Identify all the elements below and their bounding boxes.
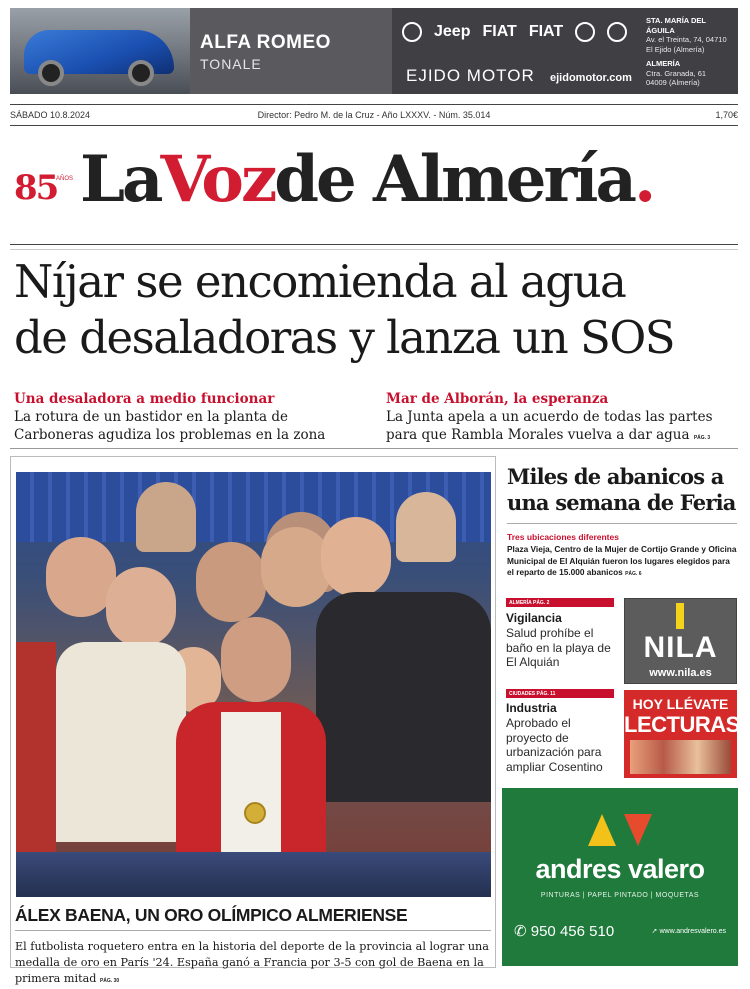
headline-line: Níjar se encomienda al agua (14, 255, 626, 308)
issue-date: SÁBADO 10.8.2024 (10, 110, 91, 120)
citroen-logo-icon (607, 22, 627, 42)
lecturas-promo: HOY LLÉVATE (632, 696, 729, 712)
ad-addresses (646, 16, 736, 88)
person-head (106, 567, 176, 647)
ad-brand-logos (402, 22, 627, 42)
address-line: El Ejido (Almería) (646, 44, 705, 54)
andres-valero-name: andres valero (535, 854, 705, 884)
person-body (56, 642, 186, 842)
page-ref: PÁG. 6 (625, 571, 642, 577)
ad-model: TONALE (200, 56, 262, 72)
photo-story-body-text: El futbolista roquetero entra en la historia del deporte de la provincia al lograr una medalla de oro en París '24. España ganó a Francia por 3-5 con gol de Baena en la primera mitad (15, 940, 489, 985)
ad-dealer-name: EJIDO MOTOR (406, 66, 535, 85)
photo-story[interactable] (10, 456, 496, 985)
brief-headline[interactable]: Vigilancia (506, 611, 562, 625)
issue-price: 1,70€ (715, 110, 738, 120)
andres-valero-ad[interactable] (502, 788, 738, 966)
address-title: STA. MARÍA DEL ÁGUILA (646, 16, 706, 35)
paint-bucket-logo-icon (582, 812, 658, 848)
feria-text (507, 544, 739, 581)
car-wheel (128, 60, 154, 86)
masthead (10, 140, 738, 230)
top-ad-banner[interactable] (10, 8, 738, 94)
lead-right-kicker: Mar de Alborán, la esperanza (386, 391, 609, 407)
lecturas-ad[interactable] (624, 690, 740, 778)
person-head (321, 517, 391, 597)
title-part: La (80, 142, 161, 217)
photo-story-headline: ÁLEX BAENA, UN ORO OLÍMPICO ALMERIENSE (15, 905, 408, 925)
car-wheel (38, 60, 64, 86)
abarth-logo-icon (575, 22, 595, 42)
brief-section-tag: ALMERÍA PÁG. 2 (506, 598, 614, 607)
stand-barrier (16, 852, 491, 897)
person-body (16, 642, 56, 862)
phone-number: 950 456 510 (530, 923, 615, 940)
olympic-team-photo (16, 472, 491, 897)
ad-brand: ALFA ROMEO (200, 32, 331, 53)
nila-logo-bar-icon (676, 603, 684, 629)
person-head (196, 542, 266, 622)
magazine-cover-image (630, 740, 731, 774)
brief-section-tag: CIUDADES PÁG. 11 (506, 689, 614, 698)
gold-medal-icon (244, 802, 266, 824)
brief-headline[interactable]: Industria (506, 701, 557, 715)
lead-right-text (386, 408, 731, 447)
lead-subcolumn-right[interactable] (386, 390, 731, 447)
fiat-logo: FIAT (482, 23, 517, 40)
newspaper-title (80, 142, 653, 217)
andres-valero-tagline: PINTURAS | PAPEL PINTADO | MOQUETAS (540, 892, 700, 899)
title-dot: . (633, 142, 654, 217)
title-part: de Almería (274, 142, 634, 217)
person-head (221, 617, 291, 702)
lead-right-text-body: La Junta apela a un acuerdo de todas las partes para que Rambla Morales vuelva a dar agua (386, 409, 713, 443)
address-line: Ctra. Granada, 61 (646, 68, 707, 78)
address-line: 04009 (Almería) (646, 78, 700, 87)
ad-dealer-website[interactable]: ejidomotor.com (550, 72, 632, 84)
feria-headline[interactable]: Miles de abanicos a una semana de Feria (507, 464, 736, 515)
fiat-professional-logo: FIAT (528, 23, 564, 40)
lead-headline[interactable] (14, 254, 734, 366)
cursor-icon: ➚ (651, 928, 660, 935)
dateline (10, 104, 738, 126)
address-title: ALMERÍA (646, 59, 681, 68)
brief-body: Aprobado el proyecto de urbanización para ampliar Cosentino (506, 716, 603, 774)
person-silhouette (136, 482, 196, 552)
nila-name: NILA (643, 631, 718, 664)
lead-left-kicker: Una desaladora a medio funcionar (14, 391, 275, 407)
headline-line: de desaladoras y lanza un SOS (14, 311, 675, 364)
nila-ad[interactable] (624, 598, 737, 684)
person-silhouette (396, 492, 456, 562)
lead-rule (10, 244, 738, 250)
section-divider (10, 448, 738, 449)
feria-kicker: Tres ubicaciones diferentes (507, 532, 619, 542)
feria-rule (507, 523, 737, 524)
lecturas-name: LECTURAS (624, 712, 740, 737)
andres-valero-website[interactable] (652, 927, 726, 935)
anniversary-label: AÑOS (56, 176, 74, 182)
photo-story-rule (15, 930, 491, 931)
andres-valero-phone (514, 922, 614, 940)
website-url: www.andresvalero.es (659, 928, 726, 935)
alfa-romeo-logo-icon (402, 22, 422, 42)
person-body (316, 592, 491, 802)
title-part-red: Voz (160, 142, 275, 217)
director-info: Director: Pedro M. de la Cruz - Año LXXXV. - Núm. 35.014 (257, 110, 491, 120)
car-photo (10, 8, 190, 94)
lead-left-text: La rotura de un bastidor en la planta de Carboneras agudiza los problemas en la zona (14, 409, 326, 443)
brief-body: Salud prohíbe el baño en la playa de El Alquián (506, 626, 611, 669)
address-line: Av. el Treinta, 74, 04710 (646, 35, 727, 44)
nila-website: www.nila.es (649, 667, 712, 679)
lead-subcolumn-left[interactable] (14, 390, 359, 444)
page-ref: PÁG. 30 (99, 978, 120, 984)
photo-story-body (15, 939, 493, 989)
page-ref: PÁG. 3 (693, 435, 711, 441)
feria-text-body: Plaza Vieja, Centro de la Mujer de Cortijo Grande y Oficina Municipal de El Alquián fueron los lugares elegidos para el reparto de 15.000 abanicos (507, 544, 737, 577)
phone-icon: ✆ (514, 923, 531, 940)
anniversary-number: 85 (14, 168, 58, 208)
jeep-logo: Jeep (434, 23, 471, 40)
